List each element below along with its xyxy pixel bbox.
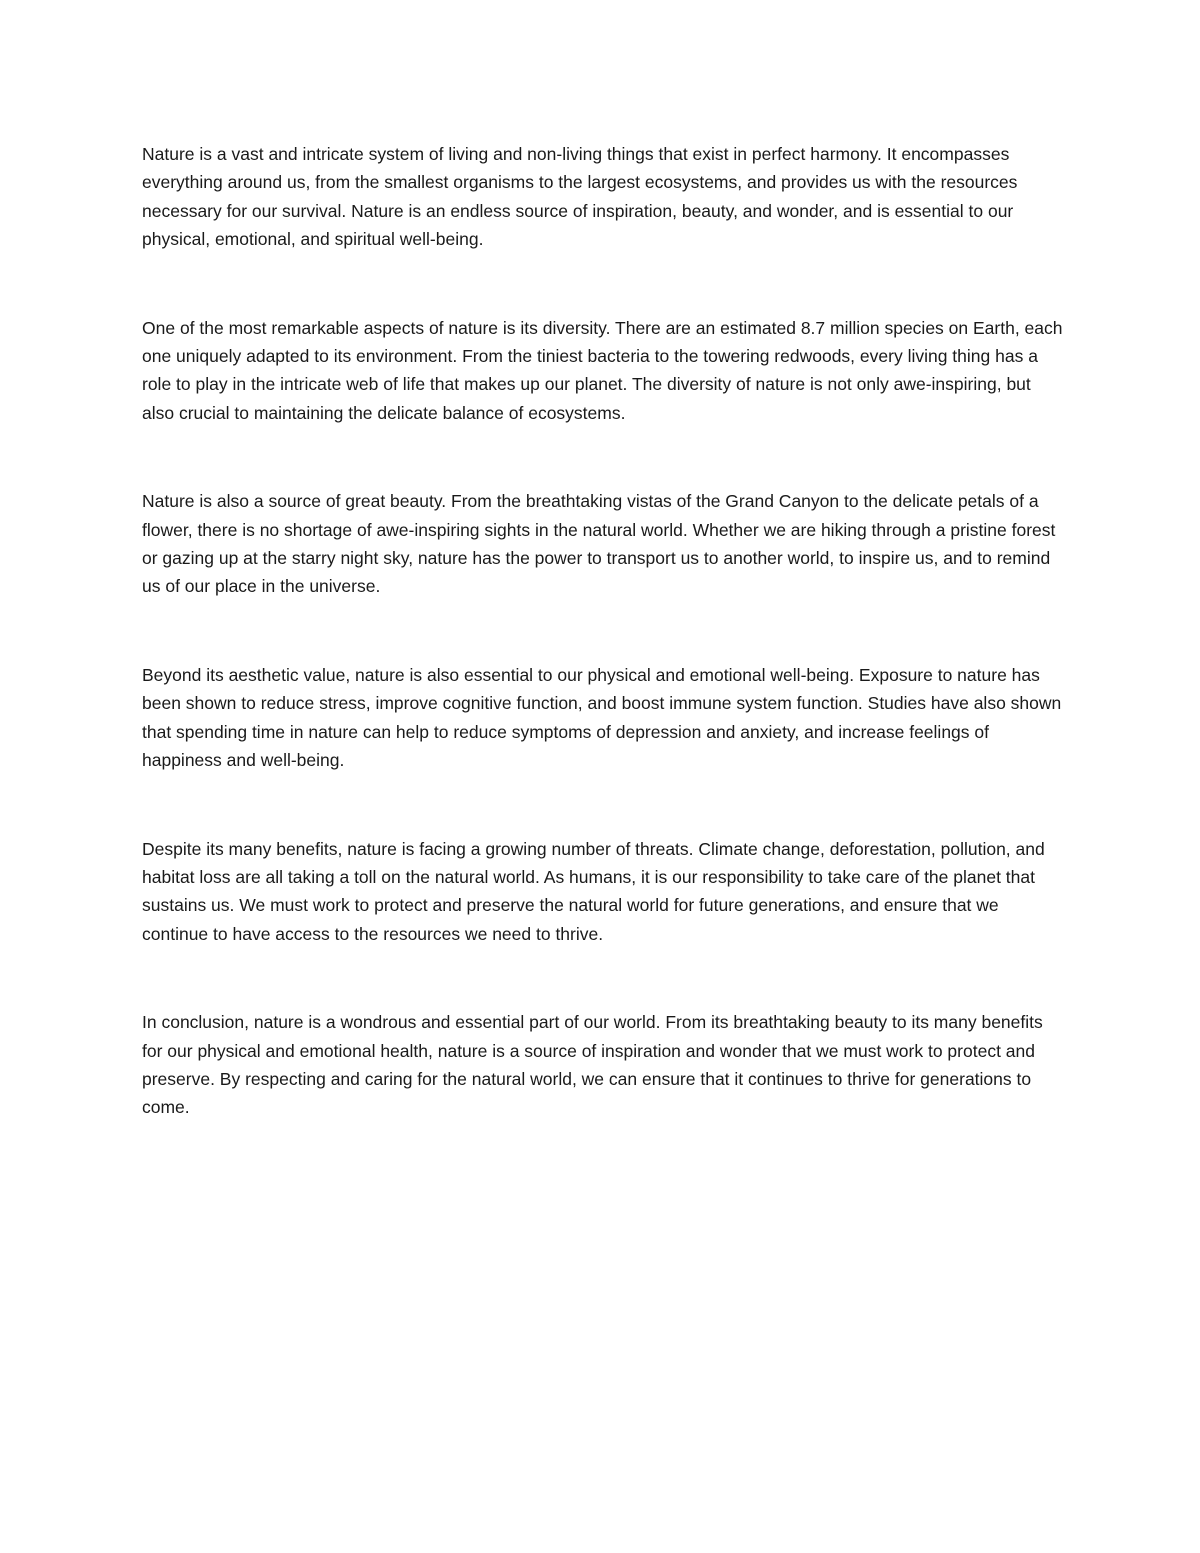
paragraph-conclusion: In conclusion, nature is a wondrous and essential part of our world. From its breathtaking beauty to its many benefits for our physical and emotional health, nature is a source of inspiration and wonder that we must work to protect and preserve. By respecting and caring for the natural world, we can ensure that it continues to thrive for generations to come. [142,1012,1043,1118]
paragraph-threats: Despite its many benefits, nature is facing a growing number of threats. Climate change, deforestation, pollution, and habitat loss are all taking a toll on the natural world. As humans, it is our responsibility to take care of the planet that sustains us. We must work to protect and preserve the natural world for future generations, and ensure that we continue to have access to the resources we need to thrive. [142,838,1045,944]
paragraph-beauty: Nature is also a source of great beauty. From the breathtaking vistas of the Grand Canyon to the delicate petals of a flower, there is no shortage of awe-inspiring sights in the natural world. Whether we are hiking through a pristine forest or gazing up at the starry night sky, nature has the power to transport us to another world, to inspire us, and to remind us of our place in the universe. [142,491,1056,597]
document-body [142,140,1067,1122]
paragraph-diversity: One of the most remarkable aspects of nature is its diversity. There are an estimated 8.7 million species on Earth, each one uniquely adapted to its environment. From the tiniest bacteria to the towering redwoods, every living thing has a role to play in the intricate web of life that makes up our planet. The diversity of nature is not only awe-inspiring, but also crucial to maintaining the delicate balance of ecosystems. [142,317,1063,423]
paragraph-well-being: Beyond its aesthetic value, nature is also essential to our physical and emotional well-being. Exposure to nature has been shown to reduce stress, improve cognitive function, and boost immune system function. Studies have also shown that spending time in nature can help to reduce symptoms of depression and anxiety, and increase feelings of happiness and well-being. [142,664,1062,771]
paragraph-intro: Nature is a vast and intricate system of living and non-living things that exist in perfect harmony. It encompasses everything around us, from the smallest organisms to the largest ecosystems, and provides us with the resources necessary for our survival. Nature is an endless source of inspiration, beauty, and wonder, and is essential to our physical, emotional, and spiritual well-being. [142,144,1018,250]
